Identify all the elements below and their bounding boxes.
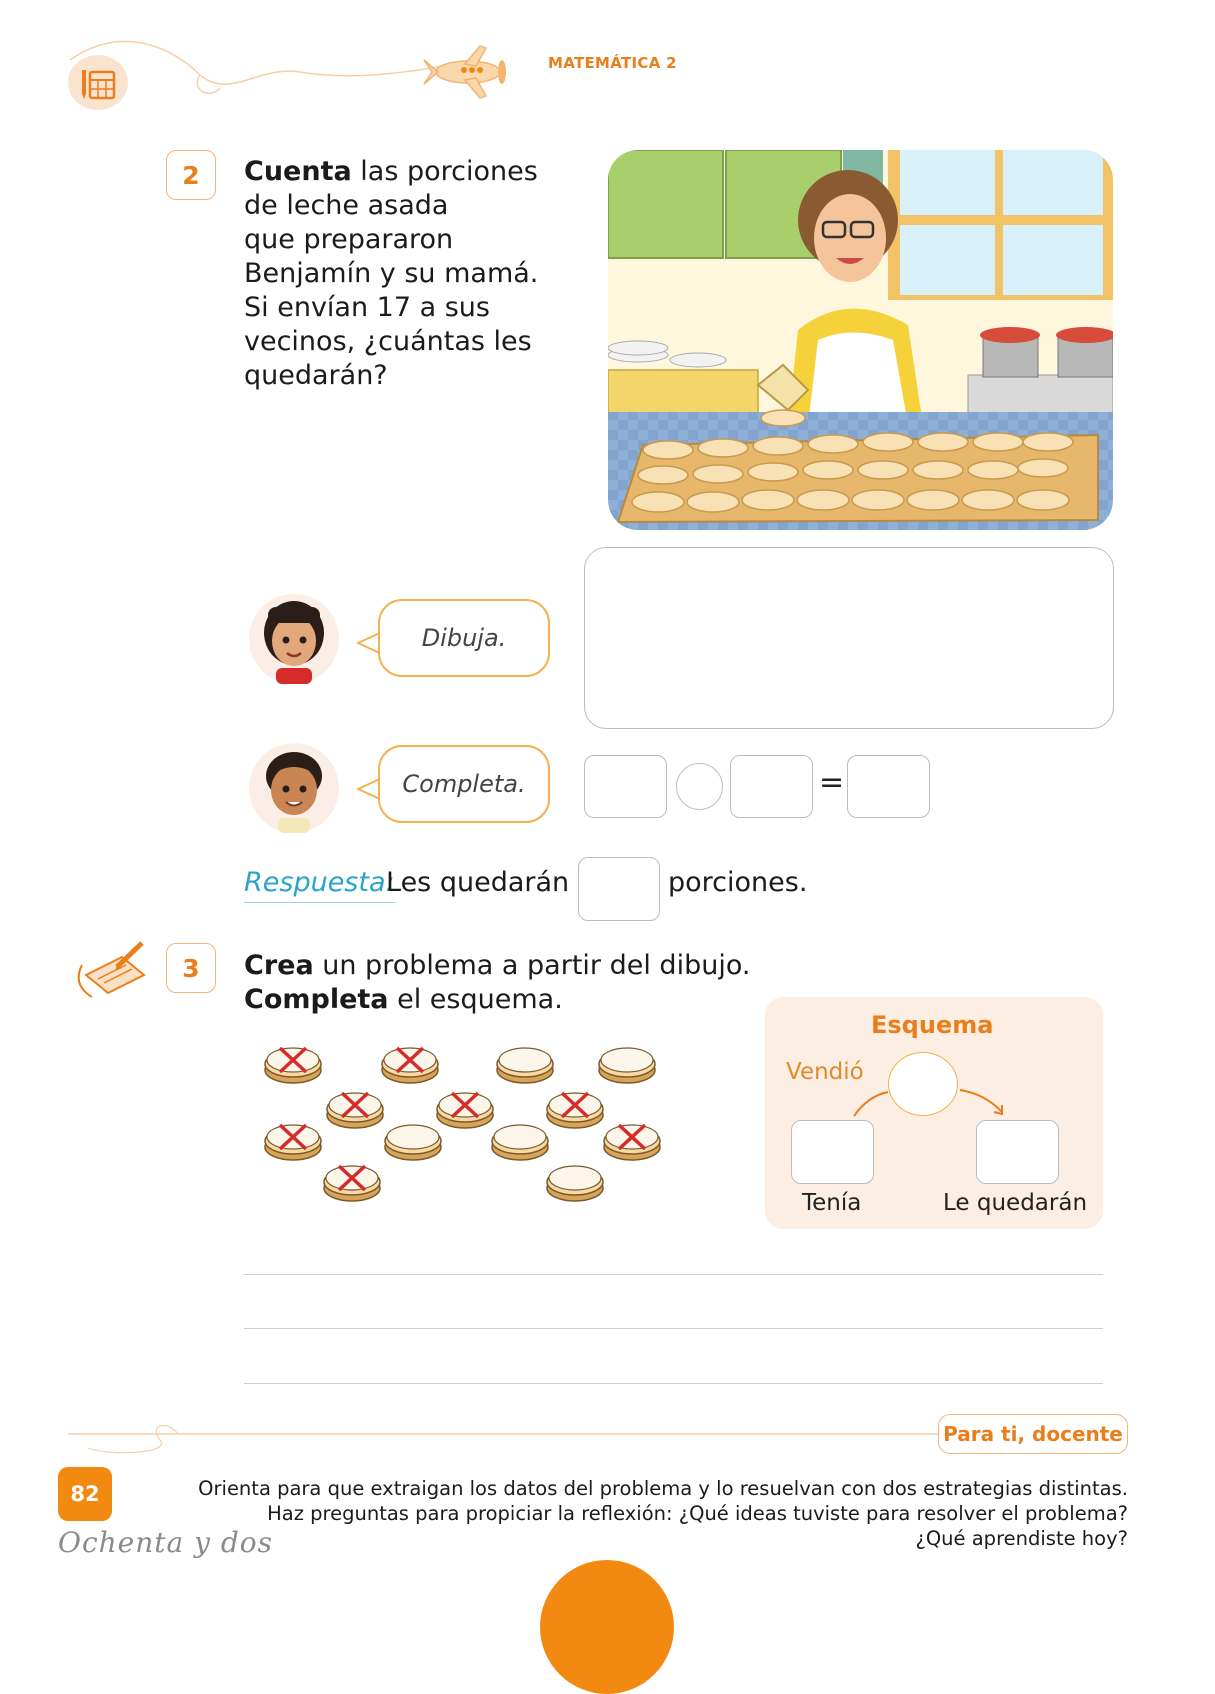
boy-avatar: [248, 742, 340, 834]
alfajor: [497, 1048, 553, 1083]
page-number-words: Ochenta y dos: [58, 1526, 273, 1559]
esquema-sold-label: Vendió: [786, 1059, 864, 1085]
girl-avatar: [248, 593, 340, 685]
exercise-3-number: 3: [166, 943, 216, 993]
alfajor: [547, 1166, 603, 1201]
alfajor: [385, 1125, 441, 1160]
esquema-title: Esquema: [871, 1011, 994, 1039]
answer-label: Respuesta:: [244, 867, 395, 903]
esquema-had-box[interactable]: [791, 1120, 874, 1184]
esquema-left-box[interactable]: [976, 1120, 1059, 1184]
equation-result-box[interactable]: [847, 755, 930, 818]
answer-text-before: Les quedarán: [386, 867, 570, 898]
equation-box-1[interactable]: [584, 755, 667, 818]
teacher-note: Orienta para que extraigan los datos del problema y lo resuelvan con dos estrategias distintas. Haz preguntas para propiciar la reflexión: ¿Qué ideas tuviste para resolver el problema? ¿Qué aprendiste hoy?: [198, 1477, 1128, 1550]
alfajor: [599, 1048, 655, 1083]
equation-box-2[interactable]: [730, 755, 813, 818]
airplane-icon: [420, 42, 510, 102]
page-number: 82: [58, 1467, 112, 1521]
exercise-2-prompt: Cuenta las porciones de leche asada que prepararon Benjamín y su mamá. Si envían 17 a sus vecinos, ¿cuántas les quedarán?: [244, 156, 539, 391]
calculator-pencil-icon: [68, 55, 128, 110]
esquema-arrows: [850, 1082, 1010, 1122]
exercise-3-prompt: Crea un problema a partir del dibujo. Completa el esquema.: [244, 950, 751, 1015]
kitchen-illustration: [608, 150, 1113, 530]
teacher-tab: Para ti, docente: [938, 1414, 1128, 1454]
footer-decoration: [68, 1420, 948, 1460]
crossed-alfajor: [604, 1125, 660, 1160]
subject-title: MATEMÁTICA 2: [548, 54, 677, 72]
esquema-had-label: Tenía: [802, 1190, 862, 1216]
equals-sign: =: [819, 765, 845, 800]
operator-circle[interactable]: [676, 763, 723, 810]
prompt-verb: Cuenta: [244, 156, 352, 187]
alfajor: [492, 1125, 548, 1160]
crossed-alfajor: [265, 1125, 321, 1160]
writing-line-3[interactable]: [244, 1383, 1103, 1384]
crossed-alfajor: [382, 1048, 438, 1083]
crossed-alfajor: [265, 1048, 321, 1083]
answer-text-after: porciones.: [668, 867, 808, 898]
writing-notebook-icon: [72, 935, 152, 1005]
bubble-complete: Completa.: [378, 745, 550, 823]
bubble-draw: Dibuja.: [378, 599, 550, 677]
crossed-alfajor: [327, 1093, 383, 1128]
exercise-2-number: 2: [166, 150, 216, 200]
alfajores-drawing: [260, 1040, 690, 1230]
drawing-area[interactable]: [584, 547, 1114, 729]
writing-line-1[interactable]: [244, 1274, 1103, 1275]
writing-line-2[interactable]: [244, 1328, 1103, 1329]
crossed-alfajor: [324, 1166, 380, 1201]
crossed-alfajor: [437, 1093, 493, 1128]
answer-box[interactable]: [578, 857, 660, 921]
bottom-page-tab: [540, 1560, 674, 1694]
crossed-alfajor: [547, 1093, 603, 1128]
esquema-left-label: Le quedarán: [943, 1190, 1088, 1216]
